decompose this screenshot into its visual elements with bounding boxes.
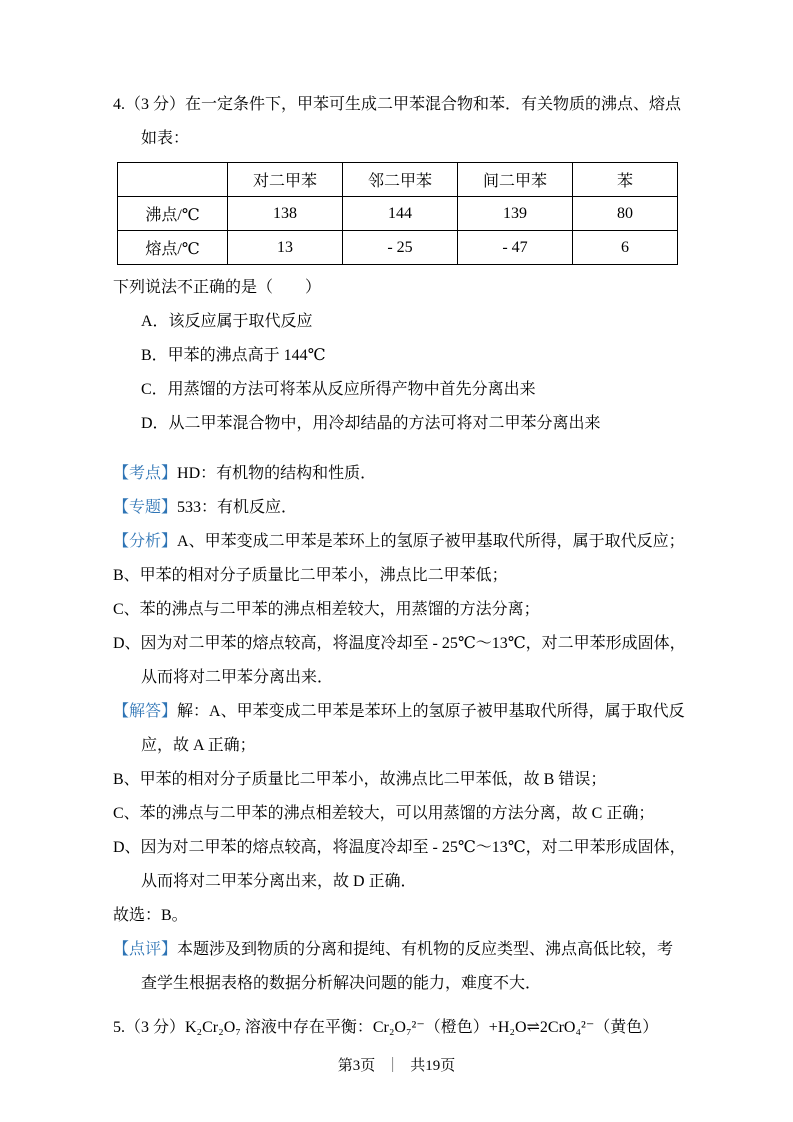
kaodian-text: HD：有机物的结构和性质． bbox=[177, 465, 377, 482]
fenxi-label: 【分析】 bbox=[113, 533, 178, 550]
dianping-label: 【点评】 bbox=[113, 941, 178, 958]
question-4-intro: 4.（3 分）在一定条件下，甲苯可生成二甲苯混合物和苯．有关物质的沸点、熔点如表： bbox=[113, 96, 682, 147]
jieda-label: 【解答】 bbox=[113, 703, 178, 720]
boiling-benzene: 80 bbox=[573, 197, 678, 231]
dianping-text: 本题涉及到物质的分离和提纯、有机物的反应类型、沸点高低比较，考查学生根据表格的数据分析解决问题的能力，难度不大． bbox=[141, 941, 674, 992]
explain-dianping bbox=[113, 933, 688, 1001]
explain-jieda bbox=[113, 695, 688, 763]
zhuanti-label: 【专题】 bbox=[113, 499, 178, 516]
fenxi-item-d: D、因为对二甲苯的熔点较高，将温度冷却至 - 25℃～13℃，对二甲苯形成固体，从而将对二甲苯分离出来． bbox=[113, 635, 686, 686]
table-row-melting-point bbox=[118, 231, 678, 265]
jieda-text-a: 解：A、甲苯变成二甲苯是苯环上的氢原子被甲基取代所得，属于取代反应，故 A 正确； bbox=[141, 703, 685, 754]
boiling-ortho-xylene: 144 bbox=[343, 197, 458, 231]
explain-zhuanti bbox=[113, 491, 688, 525]
table-corner-cell bbox=[118, 163, 228, 197]
answer-line: 故选：B。 bbox=[113, 907, 188, 924]
explain-fenxi bbox=[113, 525, 688, 559]
fenxi-text-a: A、甲苯变成二甲苯是苯环上的氢原子被甲基取代所得，属于取代反应； bbox=[177, 533, 685, 550]
melting-meta-xylene: - 47 bbox=[458, 231, 573, 265]
fenxi-item-b: B、甲苯的相对分子质量比二甲苯小，沸点比二甲苯低； bbox=[113, 567, 508, 584]
table-header-meta-xylene: 间二甲苯 bbox=[458, 163, 573, 197]
option-a: A．该反应属于取代反应 bbox=[141, 313, 313, 330]
melting-benzene: 6 bbox=[573, 231, 678, 265]
footer-total-pages: 共19页 bbox=[410, 1058, 456, 1074]
boiling-para-xylene: 138 bbox=[228, 197, 343, 231]
kaodian-label: 【考点】 bbox=[113, 465, 178, 482]
page-footer bbox=[0, 1054, 793, 1075]
table-header-benzene: 苯 bbox=[573, 163, 678, 197]
question-4 bbox=[113, 88, 688, 441]
fenxi-item-c: C、苯的沸点与二甲苯的沸点相差较大，用蒸馏的方法分离； bbox=[113, 601, 540, 618]
zhuanti-text: 533：有机反应． bbox=[177, 499, 298, 516]
jieda-item-c: C、苯的沸点与二甲苯的沸点相差较大，可以用蒸馏的方法分离，故 C 正确； bbox=[113, 805, 655, 822]
option-b: B．甲苯的沸点高于 144℃ bbox=[141, 347, 326, 364]
footer-separator: ｜ bbox=[385, 1058, 401, 1074]
question-4-stem: 下列说法不正确的是（ ） bbox=[113, 279, 322, 296]
table-row-boiling-point bbox=[118, 197, 678, 231]
jieda-item-b: B、甲苯的相对分子质量比二甲苯小，故沸点比二甲苯低，故 B 错误； bbox=[113, 771, 607, 788]
table-header-para-xylene: 对二甲苯 bbox=[228, 163, 343, 197]
table-header-ortho-xylene: 邻二甲苯 bbox=[343, 163, 458, 197]
row-label-melting: 熔点/℃ bbox=[118, 231, 228, 265]
melting-para-xylene: 13 bbox=[228, 231, 343, 265]
substance-properties-table bbox=[117, 162, 678, 265]
row-label-boiling: 沸点/℃ bbox=[118, 197, 228, 231]
explain-kaodian bbox=[113, 457, 688, 491]
footer-current-page: 第3页 bbox=[337, 1058, 376, 1074]
question-5: 5.（3 分）K₂Cr₂O₇ 溶液中存在平衡：Cr₂O₇²⁻（橙色）+H₂O⇌2CrO₄²⁻（黄色） bbox=[113, 1019, 659, 1036]
explanation-section bbox=[113, 457, 688, 1001]
boiling-meta-xylene: 139 bbox=[458, 197, 573, 231]
melting-ortho-xylene: - 25 bbox=[343, 231, 458, 265]
jieda-item-d: D、因为对二甲苯的熔点较高，将温度冷却至 - 25℃～13℃，对二甲苯形成固体，从而将对二甲苯分离出来，故 D 正确． bbox=[113, 839, 686, 890]
option-d: D．从二甲苯混合物中，用冷却结晶的方法可将对二甲苯分离出来 bbox=[141, 415, 601, 432]
option-c: C．用蒸馏的方法可将苯从反应所得产物中首先分离出来 bbox=[141, 381, 536, 398]
question-4-options bbox=[113, 305, 688, 441]
table-header-row bbox=[118, 163, 678, 197]
